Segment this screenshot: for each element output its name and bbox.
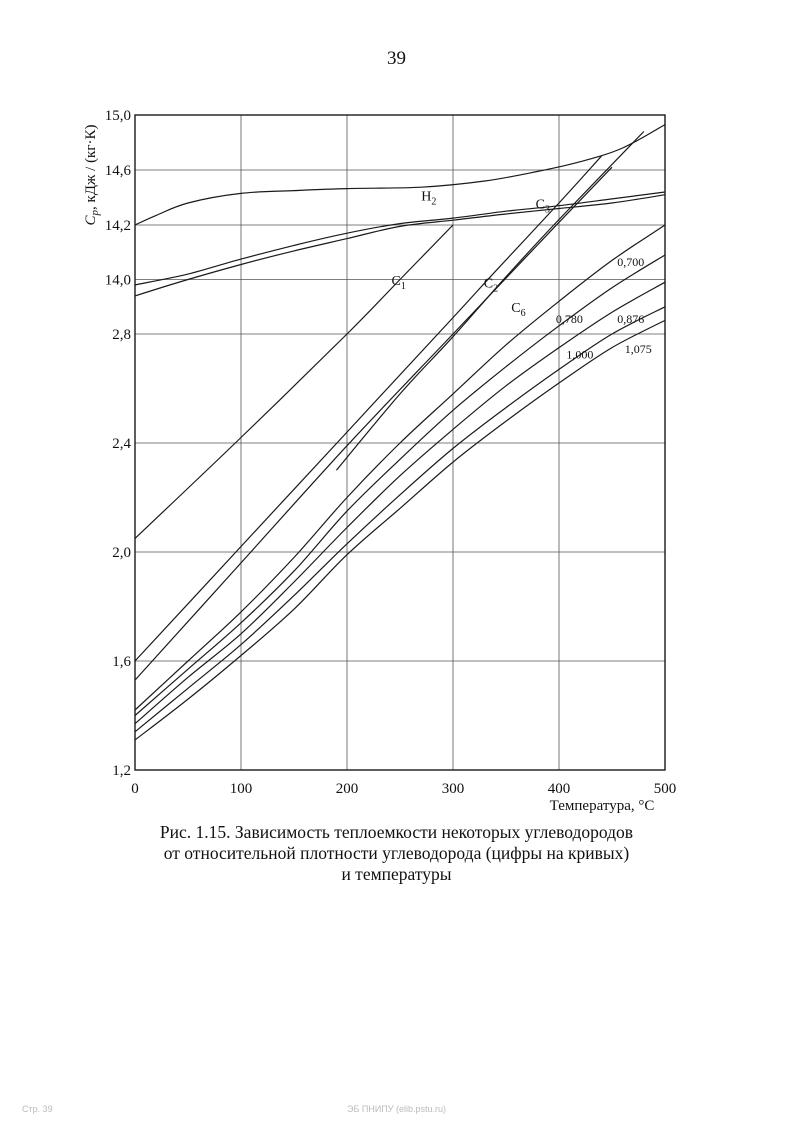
page-number: 39 [387, 48, 406, 69]
x-tick-label: 200 [335, 781, 359, 797]
y-tick-label: 2,4 [112, 436, 131, 452]
curve-label-6: $C_6$ [511, 301, 526, 320]
x-tick-label: 0 [131, 781, 139, 797]
x-tick-label: 400 [547, 781, 571, 797]
y-tick-label: 1,2 [112, 763, 131, 779]
curve-label-7: 0,700 [617, 254, 645, 269]
caption-line-3: и температуры [341, 864, 452, 884]
curve-label-10: 1,000 [566, 347, 594, 362]
footer-source: ЭБ ПНИПУ (elib.pstu.ru) [346, 1104, 447, 1114]
curve-label-0: $H_2$ [421, 189, 437, 208]
curve-label-5: $C_3$ [535, 197, 551, 216]
series-line-4 [135, 156, 601, 661]
figure-caption [0, 822, 793, 885]
series-line-3 [135, 225, 453, 538]
y-tick-label: 14,2 [104, 218, 131, 234]
curve-label-4: $C_2$ [483, 276, 499, 295]
y-tick-label: 1,6 [112, 654, 131, 670]
series-line-8 [135, 255, 665, 716]
series-line-11 [135, 320, 665, 740]
curve-label-8: 0,780 [555, 312, 583, 327]
x-tick-label: 100 [229, 781, 253, 797]
y-tick-label: 2,0 [112, 545, 131, 561]
y-tick-label: 2,8 [112, 327, 131, 343]
curve-label-9: 0,876 [617, 312, 645, 327]
footer-page-label: Стр. 39 [22, 1104, 53, 1114]
series-line-7 [135, 225, 665, 710]
curve-label-2: $C_1$ [391, 273, 406, 292]
y-tick-label: 14,0 [104, 272, 131, 289]
y-axis-label: $C_p$, кДж / (кг·К) [83, 124, 101, 226]
curve-labels [392, 189, 652, 361]
series-line-5 [135, 167, 612, 680]
series-line-10 [135, 307, 665, 732]
curve-label-11: 1,075 [624, 342, 652, 357]
x-axis-label: Температура, °C [549, 798, 655, 814]
series-lines [135, 125, 665, 740]
y-tick-label: 15,0 [104, 108, 131, 124]
y-tick-label: 14,6 [104, 163, 131, 179]
caption-line-2: от относительной плотности углеводорода (цифры на кривых) [163, 843, 630, 863]
x-tick-label: 500 [653, 781, 677, 797]
series-line-0 [135, 125, 665, 225]
x-tick-label: 300 [441, 781, 465, 797]
caption-line-1: Рис. 1.15. Зависимость теплоемкости некоторых углеводородов [159, 822, 634, 842]
